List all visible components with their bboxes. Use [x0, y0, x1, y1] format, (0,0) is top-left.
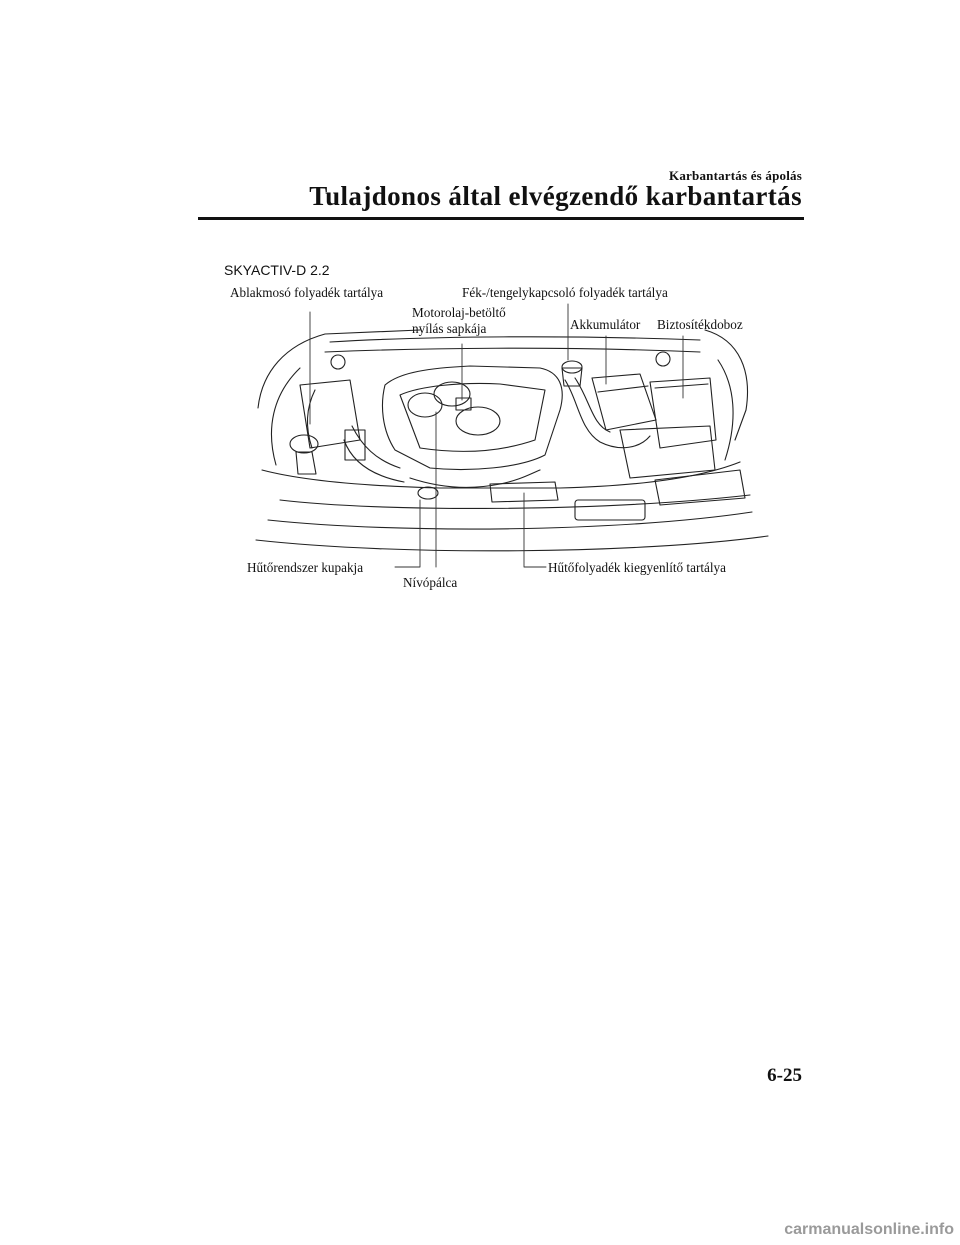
label-oil-filler-line1: Motorolaj-betöltő	[412, 305, 506, 320]
label-radiator-cap: Hűtőrendszer kupakja	[247, 560, 364, 575]
engine-variant-label: SKYACTIV-D 2.2	[224, 262, 330, 278]
leader-radiator-cap	[395, 500, 420, 567]
bumper-top	[268, 512, 752, 529]
oil-filler-cap-shape	[408, 393, 442, 417]
label-battery: Akkumulátor	[570, 317, 641, 332]
label-brake-clutch-reservoir: Fék-/tengelykapcsoló folyadék tartálya	[462, 285, 668, 300]
cowl-top	[330, 337, 700, 342]
page-number: 6-25	[767, 1065, 802, 1086]
cowl-line	[325, 348, 700, 352]
battery-box	[592, 374, 656, 430]
fuse-box-lid	[655, 384, 708, 388]
engine-cover	[382, 366, 562, 469]
left-bracket	[345, 430, 365, 460]
dipstick-handle-shape	[418, 487, 438, 499]
radiator-cap-shape	[290, 435, 318, 453]
label-oil-filler-line2: nyílás sapkája	[412, 321, 487, 336]
oil-filler-area	[434, 382, 470, 406]
label-fuse-box: Biztosítékdoboz	[657, 317, 743, 332]
engine-cover-emblem	[456, 407, 500, 435]
brake-reservoir-cap	[562, 361, 582, 373]
lower-hose	[410, 470, 540, 487]
section-label: Karbantartás és ápolás	[669, 168, 802, 183]
left-hose-2	[344, 440, 404, 482]
radiator-neck	[296, 452, 316, 474]
bumper-lower	[256, 536, 768, 551]
front-panel-slot	[575, 500, 645, 520]
label-dipstick: Nívópálca	[403, 575, 458, 590]
page-title: Tulajdonos által elvégzendő karbantartás	[309, 181, 802, 211]
left-fender-inner	[271, 368, 300, 465]
right-strut-top	[656, 352, 670, 366]
site-watermark: carmanualsonline.info	[784, 1221, 954, 1238]
label-washer-reservoir: Ablakmosó folyadék tartálya	[230, 285, 384, 300]
intake-duct	[565, 380, 650, 448]
label-coolant-reservoir: Hűtőfolyadék kiegyenlítő tartálya	[548, 560, 726, 575]
left-strut-top	[331, 355, 345, 369]
leader-coolant	[524, 493, 546, 567]
battery-clamp	[598, 386, 648, 392]
right-fender-outline	[705, 330, 747, 440]
air-filter-box	[620, 426, 715, 478]
right-fender-inner	[718, 360, 733, 460]
